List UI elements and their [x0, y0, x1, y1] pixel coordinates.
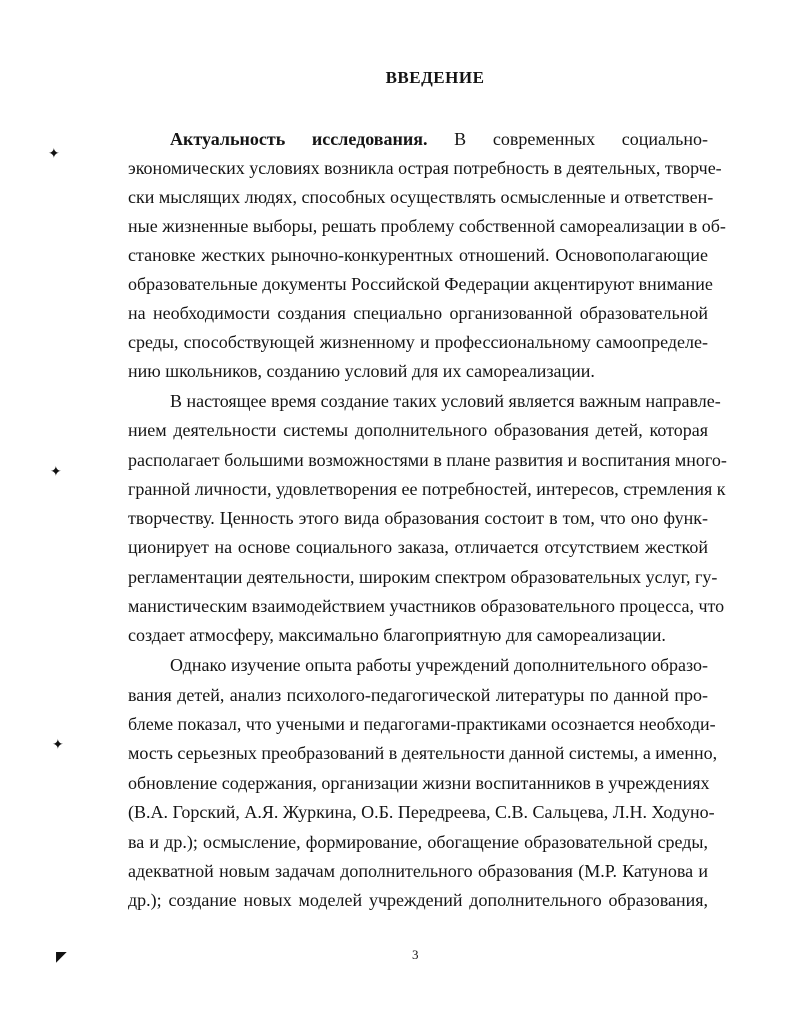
paragraph-line: гранной личности, удовлетворения ее потребностей, интересов, стремления к	[128, 479, 726, 499]
paragraph-line: экономических условиях возникла острая потребность в деятельных, творче-	[128, 158, 722, 178]
paragraph-line: нию школьников, созданию условий для их самореализации.	[128, 361, 595, 381]
paragraph-line: творчеству. Ценность этого вида образования состоит в том, что оно функ-	[128, 508, 708, 528]
paragraph-line: среды, способствующей жизненному и профессиональному самоопределе-	[128, 332, 708, 352]
section-heading: Актуальность исследования.	[170, 129, 428, 149]
margin-mark: ✦	[50, 464, 62, 480]
paragraph-line: Актуальность исследования. В современных социально-	[170, 129, 708, 149]
paragraph-line: др.); создание новых моделей учреждений дополнительного образования,	[128, 890, 708, 910]
paragraph-line: нием деятельности системы дополнительного образования детей, которая	[128, 420, 708, 440]
paragraph-line: мость серьезных преобразований в деятельности данной системы, а именно,	[128, 743, 718, 763]
page-title: ВВЕДЕНИЕ	[385, 68, 485, 87]
paragraph-line: Однако изучение опыта работы учреждений дополнительного образо-	[170, 655, 708, 675]
paragraph-line: ные жизненные выборы, решать проблему собственной самореализации в об-	[128, 216, 726, 236]
paragraph-line: (В.А. Горский, А.Я. Журкина, О.Б. Передреева, С.В. Сальцева, Л.Н. Ходуно-	[128, 802, 715, 822]
margin-mark: ✦	[48, 146, 60, 162]
paragraph-line: ционирует на основе социального заказа, отличается отсутствием жесткой	[128, 537, 708, 557]
paragraph-line: образовательные документы Российской Федерации акцентируют внимание	[128, 274, 713, 294]
paragraph-line: становке жестких рыночно-конкурентных отношений. Основополагающие	[128, 245, 708, 265]
paragraph-line: на необходимости создания специально организованной образовательной	[128, 303, 708, 323]
margin-mark: ✦	[52, 737, 64, 753]
paragraph-line: манистическим взаимодействием участников образовательного процесса, что	[128, 596, 725, 616]
paragraph-line: создает атмосферу, максимально благоприятную для самореализации.	[128, 625, 666, 645]
paragraph-line: ва и др.); осмысление, формирование, обогащение образовательной среды,	[128, 832, 708, 852]
paragraph-line: обновление содержания, организации жизни воспитанников в учреждениях	[128, 773, 710, 793]
paragraph-line: вания детей, анализ психолого-педагогической литературы по данной про-	[128, 685, 708, 705]
page-number: 3	[412, 947, 419, 962]
paragraph-line: адекватной новым задачам дополнительного образования (М.Р. Катунова и	[128, 861, 708, 881]
paragraph-line: В настоящее время создание таких условий является важным направле-	[170, 391, 721, 411]
margin-mark: ◤	[56, 949, 67, 965]
paragraph-line: ски мыслящих людях, способных осуществлять осмысленные и ответствен-	[128, 187, 714, 207]
paragraph-line: регламентации деятельности, широким спектром образовательных услуг, гу-	[128, 567, 718, 587]
paragraph-line: блеме показал, что учеными и педагогами-практиками осознается необходи-	[128, 714, 716, 734]
paragraph-line: располагает большими возможностями в плане развития и воспитания много-	[128, 450, 727, 470]
